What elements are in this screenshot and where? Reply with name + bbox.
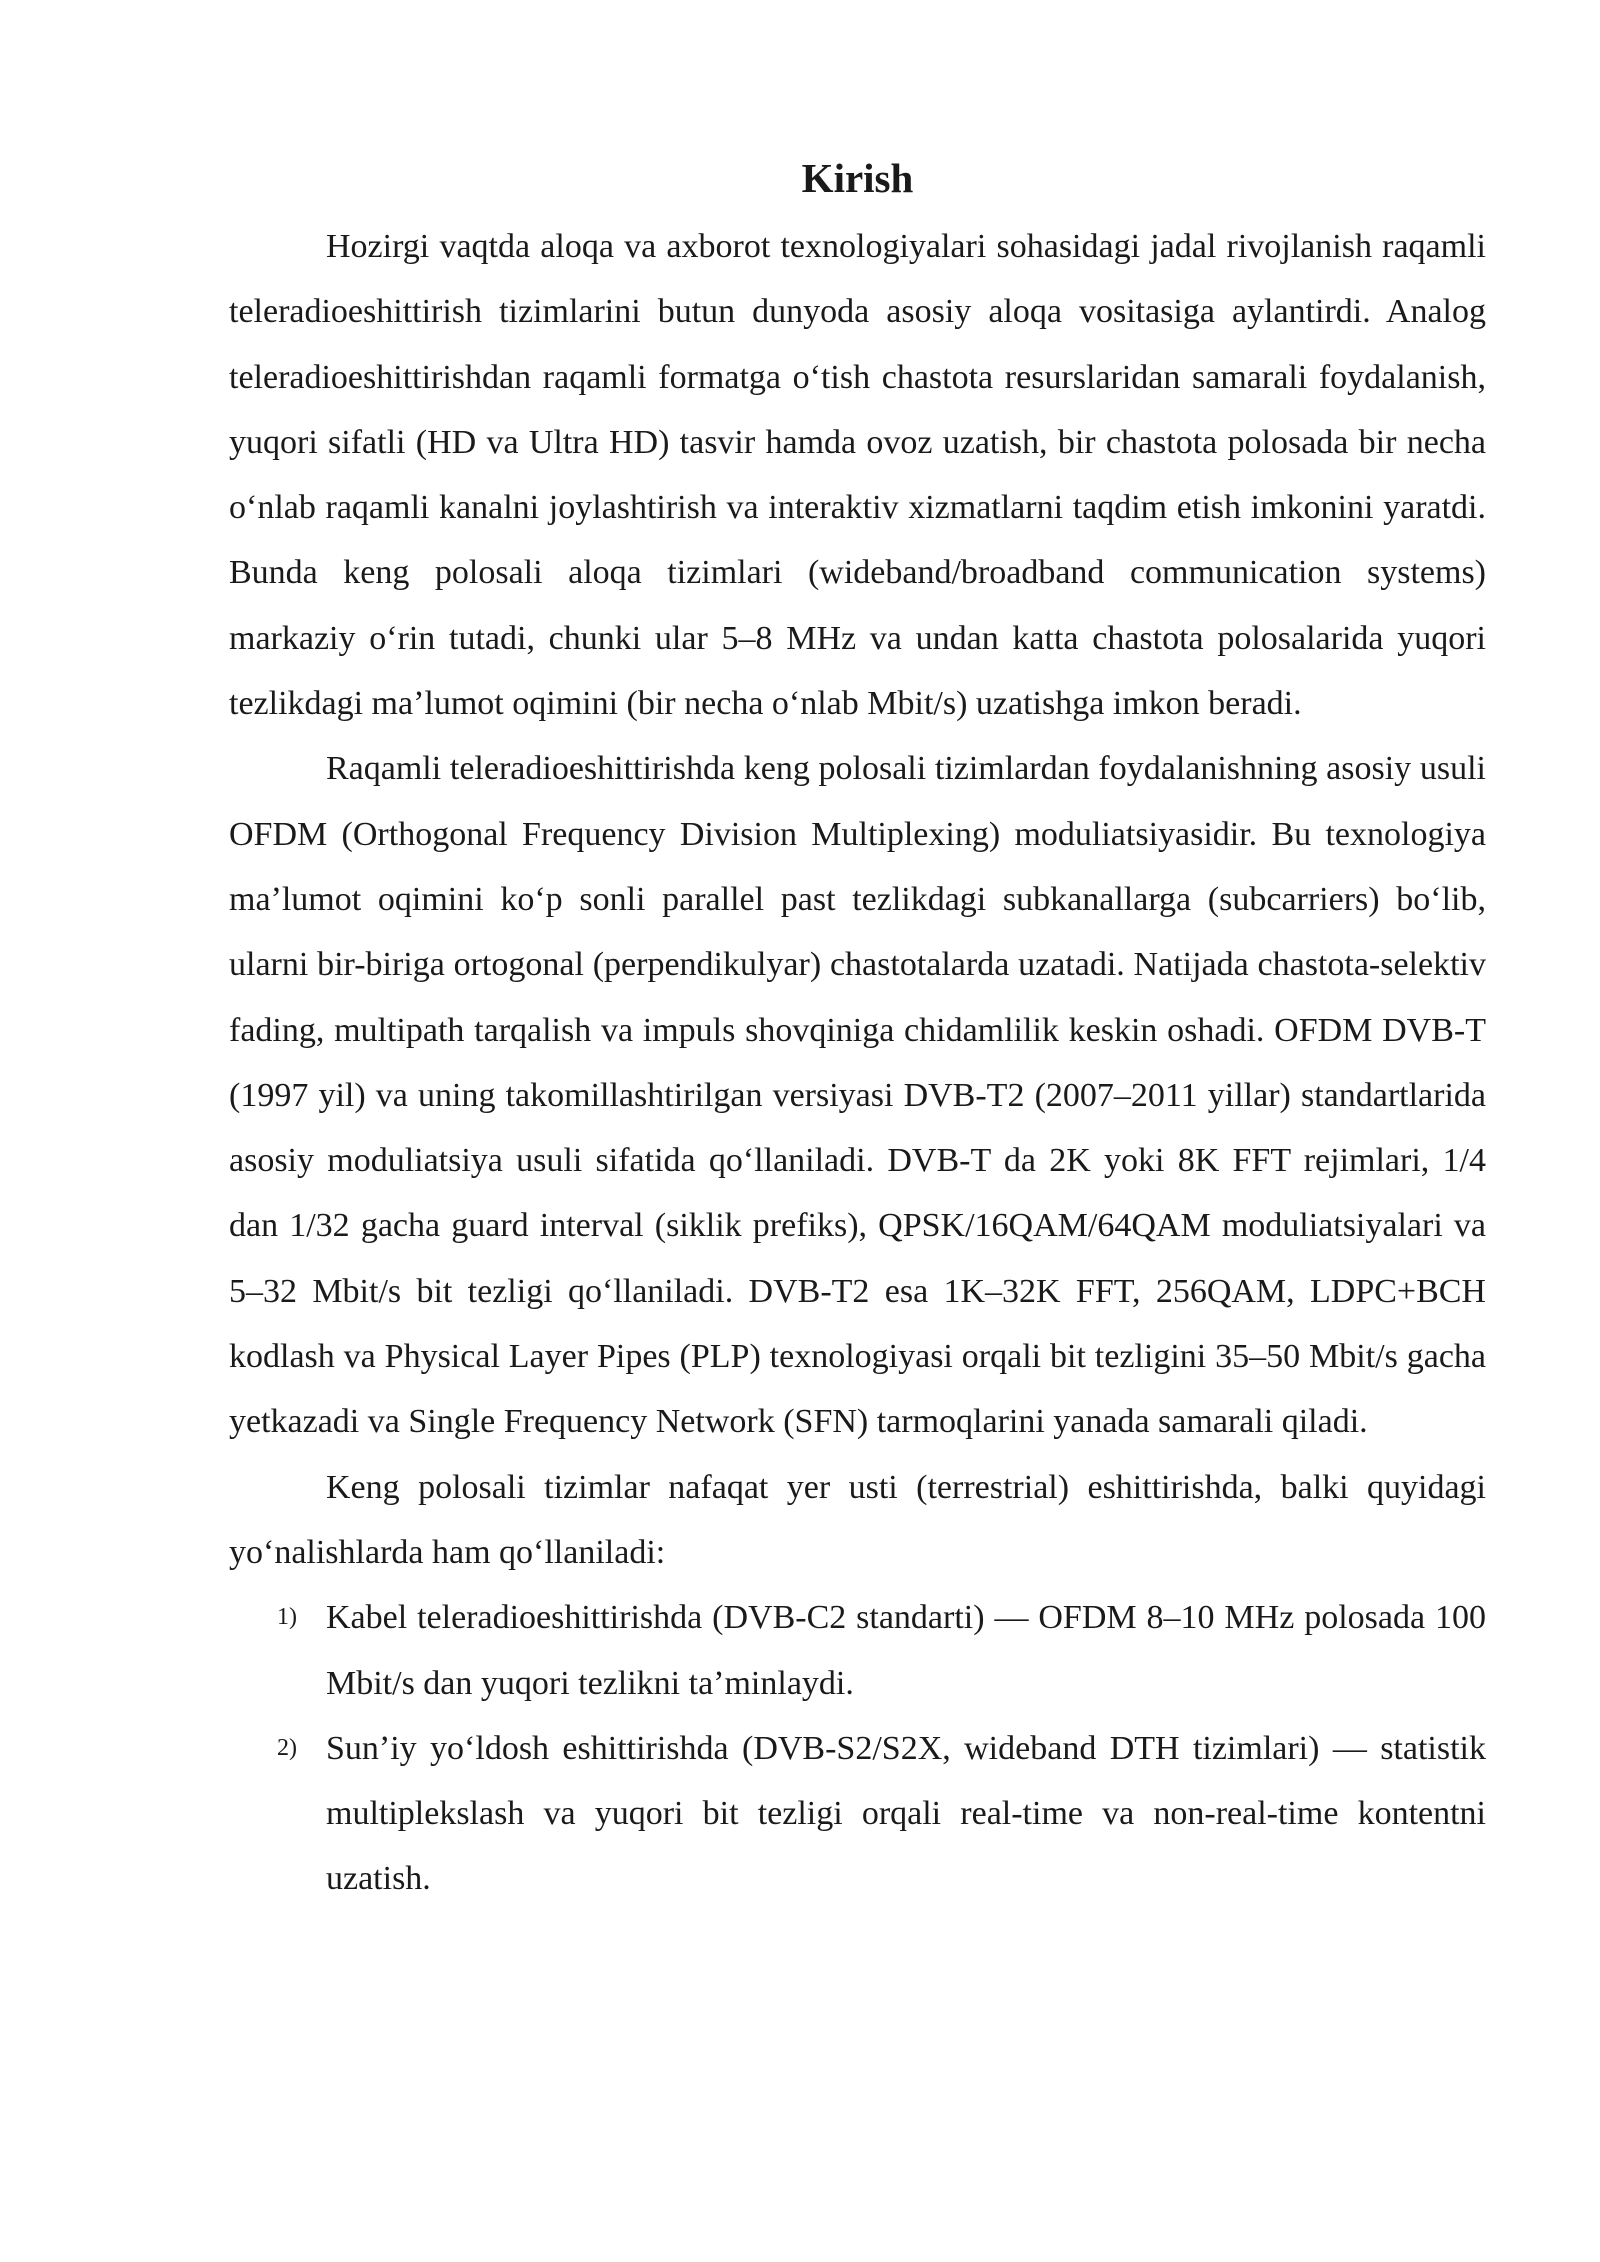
applications-list	[229, 1585, 1486, 1911]
list-item-text: Sunʼiy yoʻldosh eshittirishda (DVB-S2/S2X, wideband DTH tizimlari) — statistik multiplekslash va yuqori bit tezligi orqali real-time va non-real-time kontentni uzatish.	[326, 1729, 1486, 1898]
list-item-text: Kabel teleradioeshittirishda (DVB-C2 standarti) — OFDM 8–10 MHz polosada 100 Mbit/s dan yuqori tezlikni taʼminlaydi.	[326, 1599, 1486, 1702]
list-item	[229, 1716, 1486, 1912]
paragraph-intro: Hozirgi vaqtda aloqa va axborot texnologiyalari sohasidagi jadal rivojlanish raqamli teleradioeshittirish tizimlarini butun dunyoda asosiy aloqa vositasiga aylantirdi. Analog teleradioeshittirishdan raqamli formatga oʻtish chastota resurslaridan samarali foydalanish, yuqori sifatli (HD va Ultra HD) tasvir hamda ovoz uzatish, bir chastota polosada bir necha oʻnlab raqamli kanalni joylashtirish va interaktiv xizmatlarni taqdim etish imkonini yaratdi. Bunda keng polosali aloqa tizimlari (wideband/broadband communication systems) markaziy oʻrin tutadi, chunki ular 5–8 MHz va undan katta chastota polosalarida yuqori tezlikdagi maʼlumot oqimini (bir necha oʻnlab Mbit/s) uzatishga imkon beradi.	[229, 228, 1486, 723]
list-item	[229, 1585, 1486, 1716]
list-item-marker: 2)	[277, 1734, 297, 1761]
document-body	[229, 148, 1486, 1912]
list-item-marker: 1)	[277, 1604, 297, 1631]
paragraph-applications: Keng polosali tizimlar nafaqat yer usti (terrestrial) eshittirishda, balki quyidagi yoʻnalishlarda ham qoʻllaniladi:	[229, 1468, 1486, 1571]
document-title: Kirish	[801, 155, 914, 201]
paragraph-ofdm: Raqamli teleradioeshittirishda keng polosali tizimlardan foydalanishning asosiy usuli OFDM (Orthogonal Frequency Division Multiplexing) moduliatsiyasidir. Bu texnologiya maʼlumot oqimini koʻp sonli parallel past tezlikdagi subkanallarga (subcarriers) boʻlib, ularni bir-biriga ortogonal (perpendikulyar) chastotalarda uzatadi. Natijada chastota-selektiv fading, multipath tarqalish va impuls shovqiniga chidamlilik keskin oshadi. OFDM DVB-T (1997 yil) va uning takomillashtirilgan versiyasi DVB-T2 (2007–2011 yillar) standartlarida asosiy moduliatsiya usuli sifatida qoʻllaniladi. DVB-T da 2K yoki 8K FFT rejimlari, 1/4 dan 1/32 gacha guard interval (siklik prefiks), QPSK/16QAM/64QAM moduliatsiyalari va 5–32 Mbit/s bit tezligi qoʻllaniladi. DVB-T2 esa 1K–32K FFT, 256QAM, LDPC+BCH kodlash va Physical Layer Pipes (PLP) texnologiyasi orqali bit tezligini 35–50 Mbit/s gacha yetkazadi va Single Frequency Network (SFN) tarmoqlarini yanada samarali qiladi.	[229, 750, 1486, 1441]
